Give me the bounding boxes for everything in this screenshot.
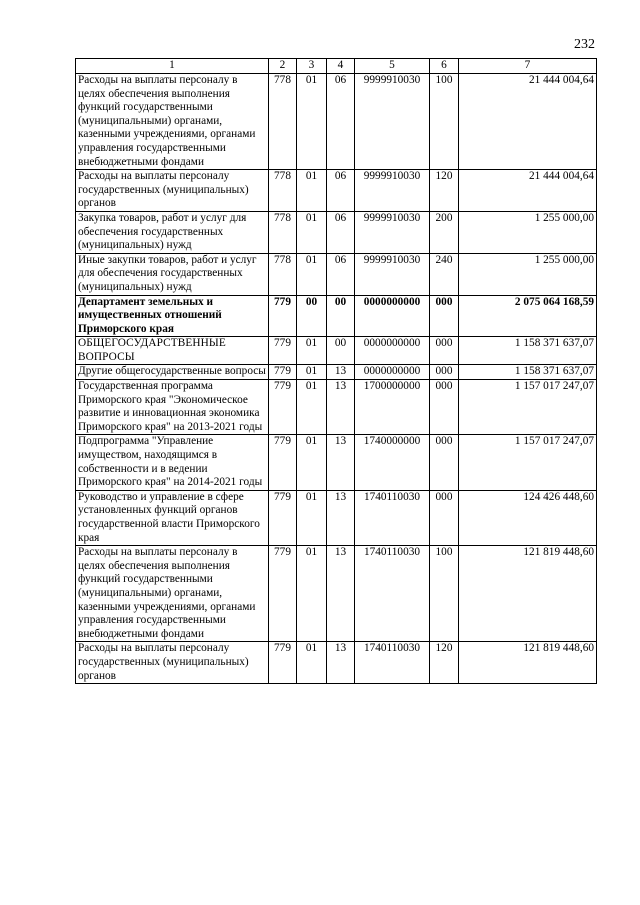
header-col-5: 5 — [355, 59, 430, 74]
row-expense-type: 000 — [430, 380, 459, 435]
row-subsection-code: 13 — [327, 435, 355, 490]
row-amount: 1 255 000,00 — [459, 211, 597, 253]
row-section-code: 01 — [297, 365, 327, 380]
row-subsection-code: 13 — [327, 365, 355, 380]
header-col-6: 6 — [430, 59, 459, 74]
row-target-code: 9999910030 — [355, 74, 430, 170]
table-row — [76, 74, 597, 170]
row-admin-code: 779 — [269, 546, 297, 642]
table-row — [76, 211, 597, 253]
row-subsection-code: 13 — [327, 380, 355, 435]
header-row — [76, 59, 597, 74]
row-amount: 2 075 064 168,59 — [459, 295, 597, 337]
row-target-code: 9999910030 — [355, 170, 430, 212]
row-name: Расходы на выплаты персоналу в целях обеспечения выполнения функций государственными (муниципальными) органами, казенными учреждениями, органами управления государственными внебюджетными фондами — [76, 74, 269, 170]
row-target-code: 1740110030 — [355, 546, 430, 642]
row-name: Расходы на выплаты персоналу государственных (муниципальных) органов — [76, 642, 269, 684]
table-row — [76, 380, 597, 435]
row-section-code: 01 — [297, 546, 327, 642]
row-name: Расходы на выплаты персоналу в целях обеспечения выполнения функций государственными (муниципальными) органами, казенными учреждениями, органами управления государственными внебюджетными фондами — [76, 546, 269, 642]
table-row — [76, 435, 597, 490]
table-body — [76, 74, 597, 684]
row-expense-type: 000 — [430, 295, 459, 337]
table-row — [76, 170, 597, 212]
row-section-code: 01 — [297, 170, 327, 212]
row-subsection-code: 13 — [327, 642, 355, 684]
table-row — [76, 365, 597, 380]
row-section-code: 01 — [297, 74, 327, 170]
row-expense-type: 120 — [430, 170, 459, 212]
row-section-code: 01 — [297, 380, 327, 435]
row-section-code: 01 — [297, 211, 327, 253]
row-admin-code: 778 — [269, 211, 297, 253]
header-col-2: 2 — [269, 59, 297, 74]
row-name: ОБЩЕГОСУДАРСТВЕННЫЕ ВОПРОСЫ — [76, 337, 269, 365]
row-subsection-code: 06 — [327, 170, 355, 212]
row-expense-type: 000 — [430, 337, 459, 365]
row-admin-code: 779 — [269, 490, 297, 545]
row-admin-code: 778 — [269, 74, 297, 170]
row-admin-code: 779 — [269, 642, 297, 684]
row-amount: 121 819 448,60 — [459, 642, 597, 684]
row-expense-type: 000 — [430, 365, 459, 380]
row-name: Государственная программа Приморского края "Экономическое развитие и инновационная экономика Приморского края" на 2013-2021 годы — [76, 380, 269, 435]
row-section-code: 01 — [297, 642, 327, 684]
header-col-3: 3 — [297, 59, 327, 74]
row-amount: 21 444 004,64 — [459, 170, 597, 212]
row-amount: 121 819 448,60 — [459, 546, 597, 642]
row-admin-code: 778 — [269, 253, 297, 295]
row-expense-type: 120 — [430, 642, 459, 684]
row-name: Департамент земельных и имущественных отношений Приморского края — [76, 295, 269, 337]
row-subsection-code: 13 — [327, 490, 355, 545]
row-amount: 21 444 004,64 — [459, 74, 597, 170]
row-name: Закупка товаров, работ и услуг для обеспечения государственных (муниципальных) нужд — [76, 211, 269, 253]
row-expense-type: 000 — [430, 435, 459, 490]
budget-table — [75, 58, 597, 684]
row-amount: 1 158 371 637,07 — [459, 365, 597, 380]
row-admin-code: 779 — [269, 295, 297, 337]
row-target-code: 1740000000 — [355, 435, 430, 490]
row-admin-code: 778 — [269, 170, 297, 212]
row-section-code: 01 — [297, 253, 327, 295]
row-admin-code: 779 — [269, 365, 297, 380]
row-expense-type: 100 — [430, 546, 459, 642]
row-subsection-code: 00 — [327, 295, 355, 337]
row-amount: 1 157 017 247,07 — [459, 435, 597, 490]
row-subsection-code: 06 — [327, 74, 355, 170]
row-section-code: 01 — [297, 435, 327, 490]
row-target-code: 1740110030 — [355, 490, 430, 545]
table-row-department — [76, 295, 597, 337]
row-expense-type: 000 — [430, 490, 459, 545]
row-section-code: 01 — [297, 490, 327, 545]
row-target-code: 0000000000 — [355, 337, 430, 365]
table-row — [76, 642, 597, 684]
row-subsection-code: 00 — [327, 337, 355, 365]
row-name: Подпрограмма "Управление имуществом, находящимся в собственности и в ведении Приморского края" на 2014-2021 годы — [76, 435, 269, 490]
row-name: Расходы на выплаты персоналу государственных (муниципальных) органов — [76, 170, 269, 212]
header-col-1: 1 — [76, 59, 269, 74]
row-amount: 1 255 000,00 — [459, 253, 597, 295]
row-section-code: 00 — [297, 295, 327, 337]
row-expense-type: 100 — [430, 74, 459, 170]
row-amount: 1 158 371 637,07 — [459, 337, 597, 365]
row-amount: 124 426 448,60 — [459, 490, 597, 545]
row-section-code: 01 — [297, 337, 327, 365]
row-target-code: 0000000000 — [355, 365, 430, 380]
row-admin-code: 779 — [269, 337, 297, 365]
header-col-4: 4 — [327, 59, 355, 74]
table-row — [76, 490, 597, 545]
table-row — [76, 253, 597, 295]
row-amount: 1 157 017 247,07 — [459, 380, 597, 435]
row-target-code: 1700000000 — [355, 380, 430, 435]
row-target-code: 1740110030 — [355, 642, 430, 684]
table-row — [76, 337, 597, 365]
row-expense-type: 200 — [430, 211, 459, 253]
row-expense-type: 240 — [430, 253, 459, 295]
row-target-code: 9999910030 — [355, 211, 430, 253]
row-name: Иные закупки товаров, работ и услуг для обеспечения государственных (муниципальных) нужд — [76, 253, 269, 295]
row-admin-code: 779 — [269, 380, 297, 435]
page-number: 232 — [574, 37, 595, 52]
header-col-7: 7 — [459, 59, 597, 74]
row-name: Другие общегосударственные вопросы — [76, 365, 269, 380]
table-row — [76, 546, 597, 642]
row-target-code: 0000000000 — [355, 295, 430, 337]
row-subsection-code: 06 — [327, 211, 355, 253]
row-target-code: 9999910030 — [355, 253, 430, 295]
row-subsection-code: 13 — [327, 546, 355, 642]
row-subsection-code: 06 — [327, 253, 355, 295]
row-name: Руководство и управление в сфере установленных функций органов государственной власти Приморского края — [76, 490, 269, 545]
row-admin-code: 779 — [269, 435, 297, 490]
